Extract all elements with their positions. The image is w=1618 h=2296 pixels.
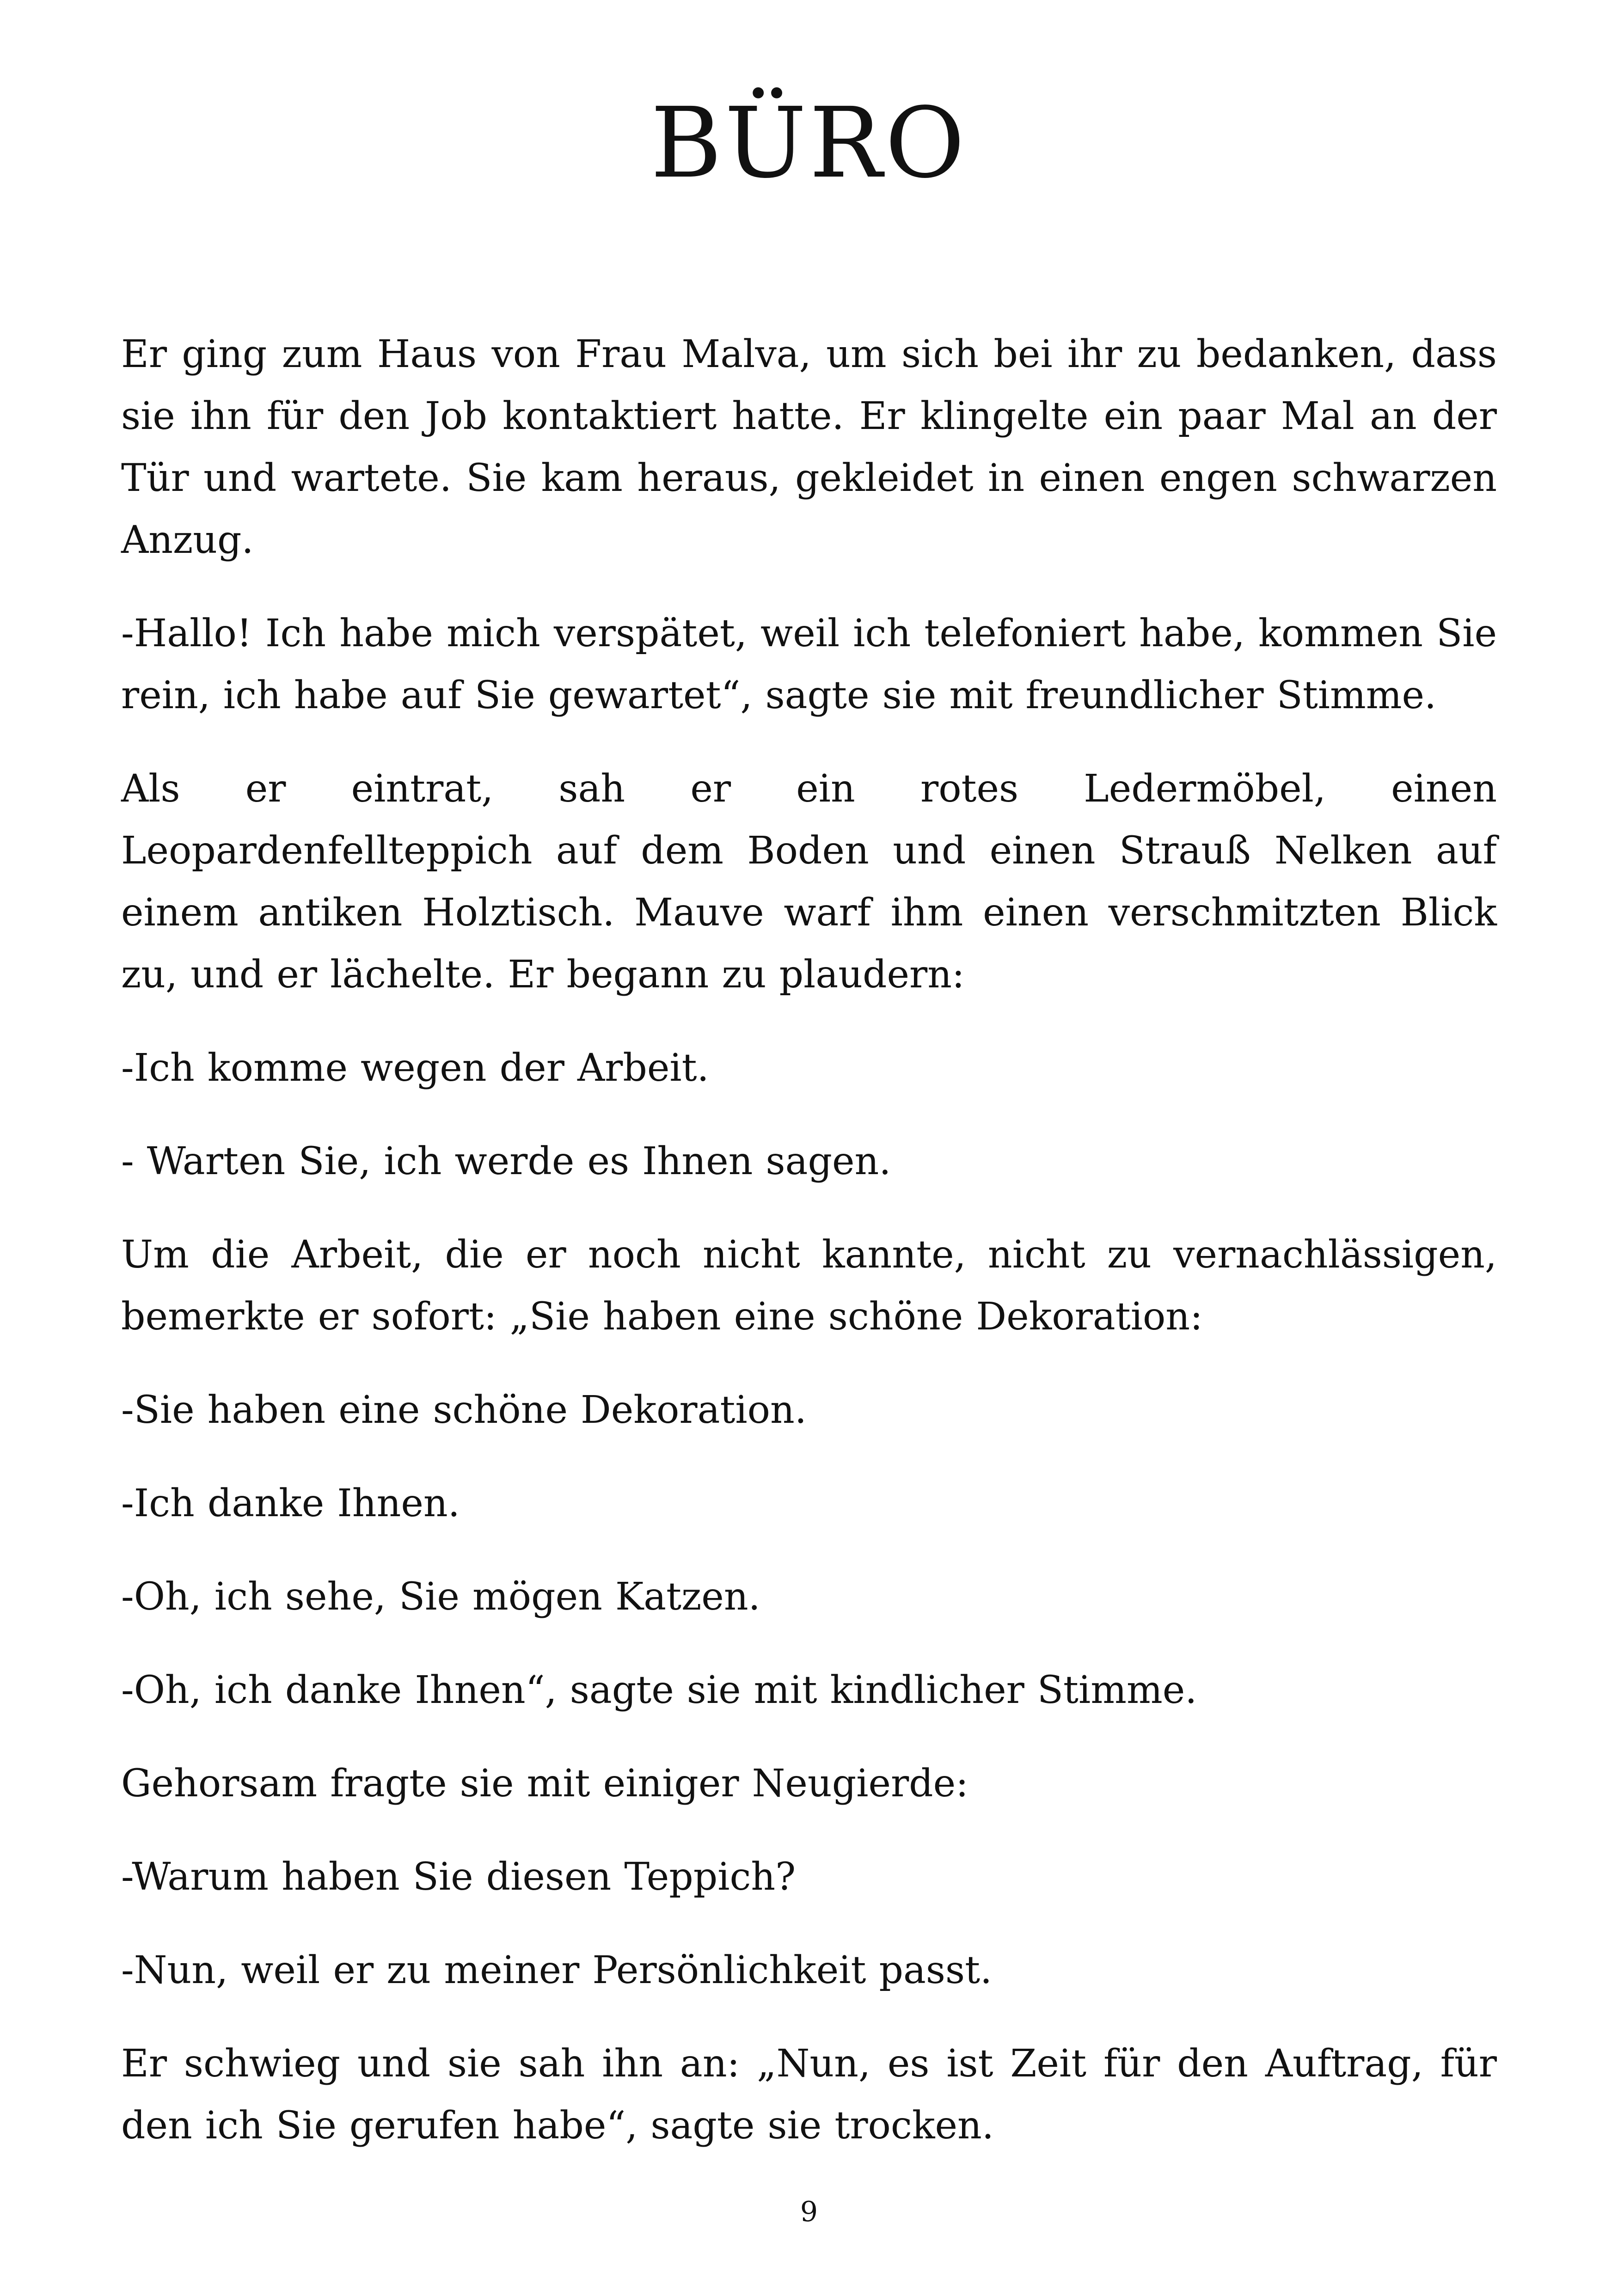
body-text [121, 324, 1497, 2188]
paragraph: -Nun, weil er zu meiner Persönlichkeit passt. [121, 1948, 993, 1992]
paragraph: -Ich komme wegen der Arbeit. [121, 1046, 709, 1090]
paragraph: -Ich danke Ihnen. [121, 1482, 460, 1525]
paragraph: -Warum haben Sie diesen Teppich? [121, 1855, 796, 1899]
chapter-title: BÜRO [650, 86, 968, 200]
paragraph: -Sie haben eine schöne Dekoration. [121, 1388, 807, 1432]
paragraph: Um die Arbeit, die er noch nicht kannte, nicht zu vernachlässigen, bemerkte er sofort: „Sie haben eine schöne Dekoration: [121, 1233, 1497, 1339]
paragraph: -Oh, ich sehe, Sie mögen Katzen. [121, 1575, 760, 1619]
paragraph: Als er eintrat, sah er ein rotes Ledermöbel, einen Leopardenfellteppich auf dem Boden und einen Strauß Nelken auf einem antiken Holztisch. Mauve warf ihm einen verschmitzten Blick zu, und er lächelte. Er begann zu plaudern: [121, 767, 1497, 997]
paragraph: Gehorsam fragte sie mit einiger Neugierde: [121, 1762, 968, 1806]
paragraph: Er schwieg und sie sah ihn an: „Nun, es ist Zeit für den Auftrag, für den ich Sie gerufen habe“, sagte sie trocken. [121, 2042, 1497, 2148]
page-number: 9 [800, 2196, 818, 2228]
paragraph: -Oh, ich danke Ihnen“, sagte sie mit kindlicher Stimme. [121, 1668, 1197, 1712]
paragraph: -Hallo! Ich habe mich verspätet, weil ich telefoniert habe, kommen Sie rein, ich habe auf Sie gewartet“, sagte sie mit freundlicher Stimme. [121, 612, 1497, 717]
paragraph: Er ging zum Haus von Frau Malva, um sich bei ihr zu bedanken, dass sie ihn für den Job kontaktiert hatte. Er klingelte ein paar Mal an der Tür und wartete. Sie kam heraus, gekleidet in einen engen schwarzen Anzug. [121, 332, 1497, 562]
paragraph: - Warten Sie, ich werde es Ihnen sagen. [121, 1139, 891, 1183]
